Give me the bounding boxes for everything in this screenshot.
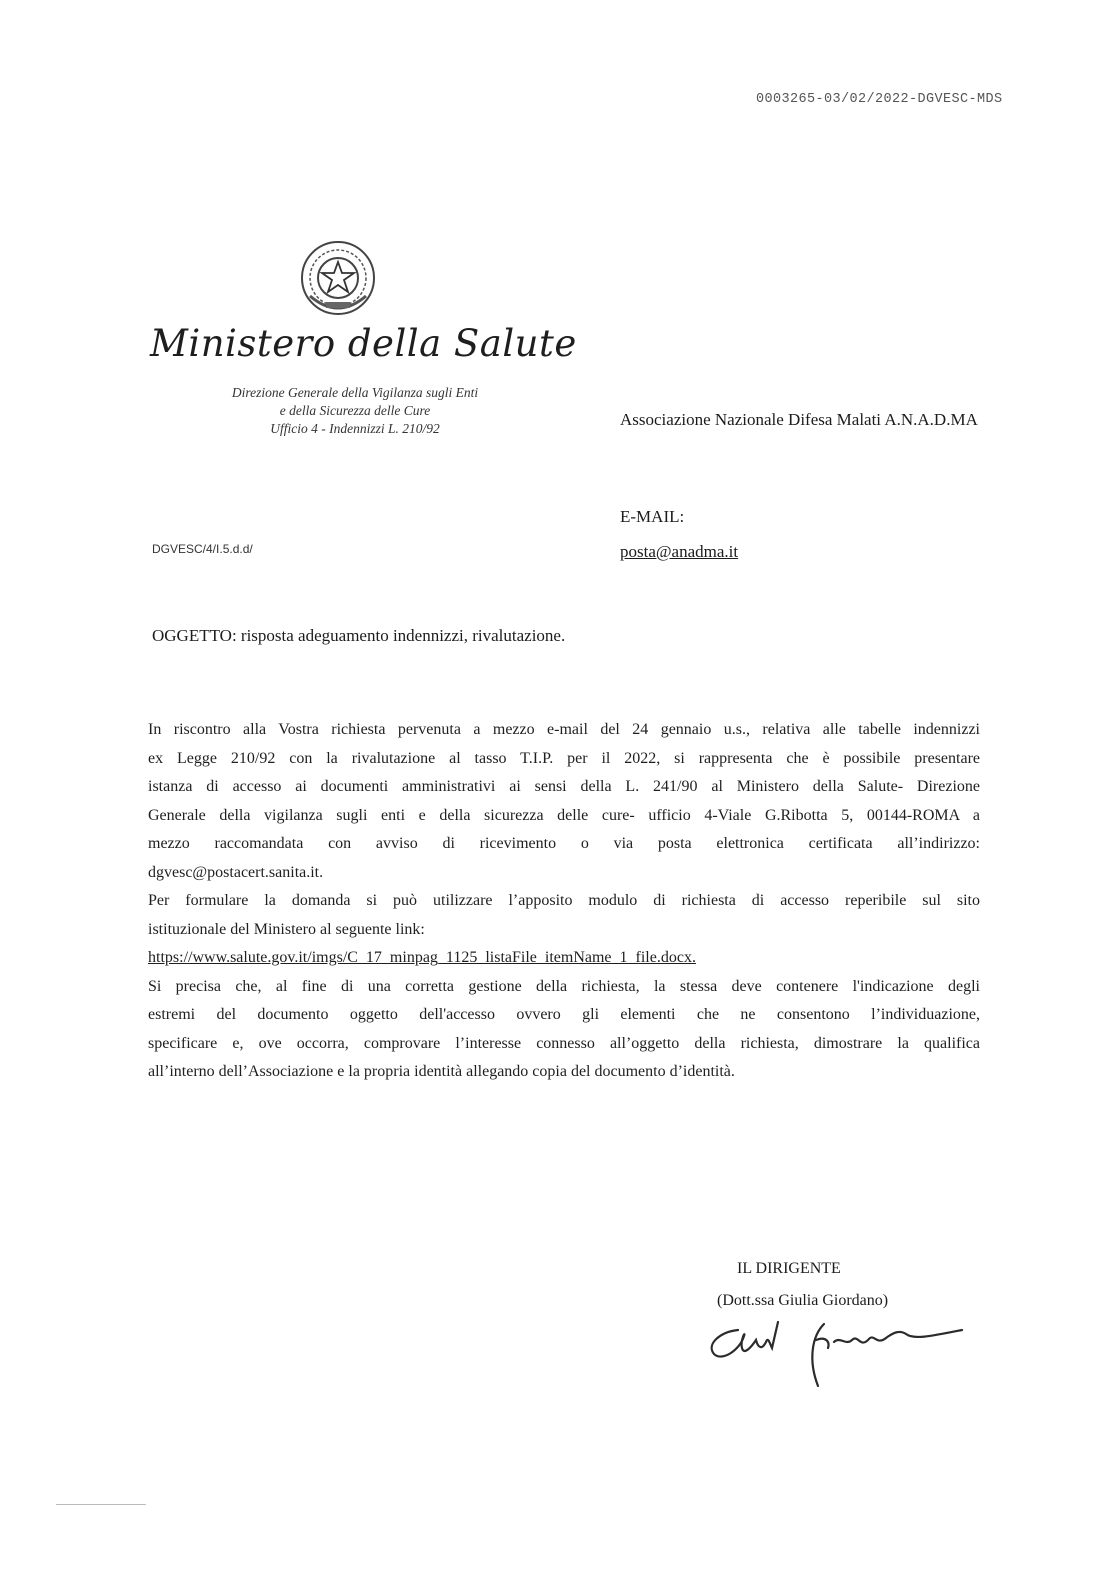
body-line: mezzo raccomandata con avviso di ricevimento o via posta elettronica certificata all’indirizzo: [148, 835, 980, 852]
body-line: istituzionale del Ministero al seguente link: [148, 920, 425, 938]
footer-divider [56, 1504, 146, 1505]
body-line: Generale della vigilanza sugli enti e della sicurezza delle cure- ufficio 4-Viale G.Ribotta 5, 00144-ROMA a [148, 806, 980, 824]
email-label: E-MAIL: [620, 507, 685, 526]
recipient-name: Associazione Nazionale Difesa Malati A.N.A.D.MA [620, 410, 978, 429]
letter-body [148, 716, 980, 1087]
signer-name: (Dott.ssa Giulia Giordano) [717, 1292, 889, 1309]
body-line: specificare e, ove occorra, comprovare l’interesse connesso all’oggetto della richiesta, dimostrare la qualifica [148, 1034, 980, 1052]
body-line: istanza di accesso ai documenti amministrativi ai sensi della L. 241/90 al Ministero della Salute- Direzione [148, 778, 980, 795]
handwritten-signature [700, 1300, 970, 1390]
reference-code: DGVESC/4/I.5.d.d/ [152, 542, 253, 556]
body-line: ex Legge 210/92 con la rivalutazione al tasso T.I.P. per il 2022, si rappresenta che è possibile presentare [148, 749, 980, 767]
department-line: Ufficio 4 - Indennizzi L. 210/92 [270, 421, 440, 436]
body-line: In riscontro alla Vostra richiesta pervenuta a mezzo e-mail del 24 gennaio u.s., relativa alle tabelle indennizzi [148, 721, 980, 738]
emblem-icon [296, 236, 380, 320]
body-line: Per formulare la domanda si può utilizzare l’apposito modulo di richiesta di accesso reperibile sul sito [148, 892, 980, 909]
recipient-email[interactable]: posta@anadma.it [620, 542, 739, 561]
body-line: Si precisa che, al fine di una corretta gestione della richiesta, la stessa deve contenere l'indicazione degli [148, 977, 980, 995]
department-line: Direzione Generale della Vigilanza sugli Enti [231, 385, 479, 400]
ministry-logo: Ministero della Salute [150, 322, 577, 365]
department-block [200, 384, 510, 438]
department-line: e della Sicurezza delle Cure [279, 403, 431, 418]
subject-line: OGGETTO: risposta adeguamento indennizzi, rivalutazione. [152, 626, 566, 645]
form-link[interactable]: https://www.salute.gov.it/imgs/C_17_minpag_1125_listaFile_itemName_1_file.docx. [148, 949, 696, 966]
protocol-number: 0003265-03/02/2022-DGVESC-MDS [756, 92, 1003, 107]
body-line: dgvesc@postacert.sanita.it. [148, 863, 324, 881]
body-line: estremi del documento oggetto dell'accesso ovvero gli elementi che ne consentono l’individuazione, [148, 1006, 980, 1023]
signer-title: IL DIRIGENTE [737, 1260, 841, 1277]
body-line: all’interno dell’Associazione e la propria identità allegando copia del documento d’identità. [148, 1063, 735, 1080]
